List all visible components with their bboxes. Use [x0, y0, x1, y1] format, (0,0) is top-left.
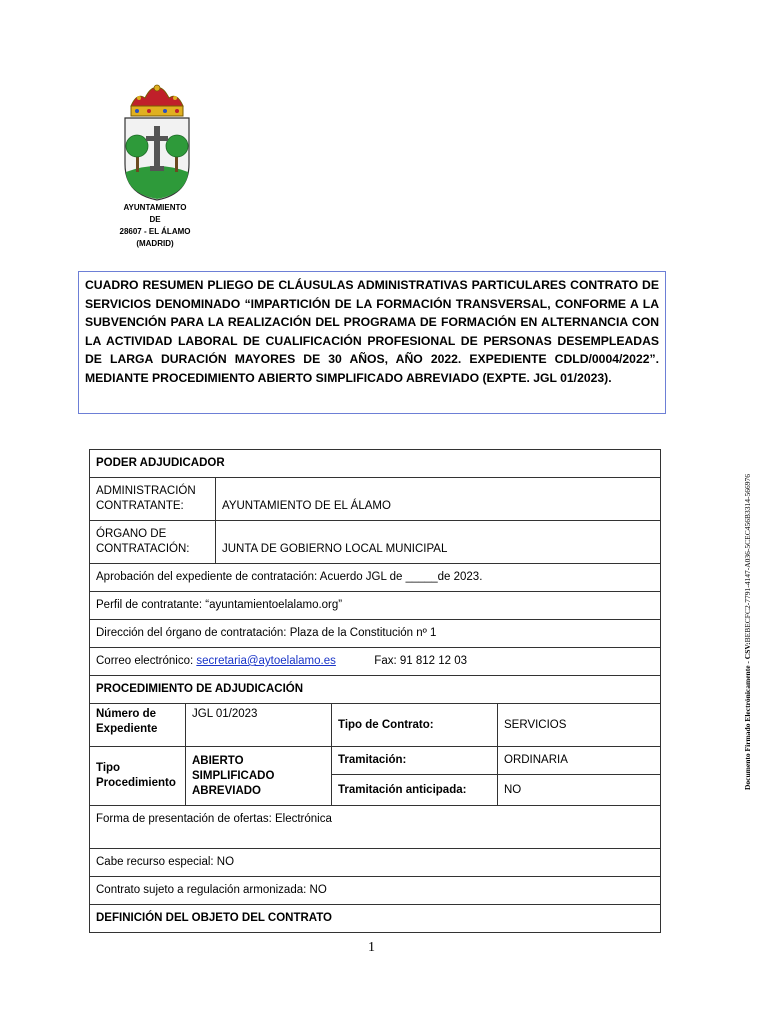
fax-number: Fax: 91 812 12 03 — [374, 655, 468, 667]
numero-expediente-value: JGL 01/2023 — [186, 704, 332, 747]
ayto-line: (MADRID) — [136, 239, 174, 248]
poder-adjudicador-header: PODER ADJUDICADOR — [90, 450, 661, 478]
correo-label: Correo electrónico: — [96, 655, 197, 667]
municipality-address — [100, 202, 210, 250]
tipo-procedimiento-value — [186, 747, 332, 806]
document-title-box — [78, 271, 666, 414]
value-line: ABREVIADO — [192, 784, 262, 797]
signature-label: Documento Firmado Electrónicamente - CSV: — [743, 642, 752, 790]
table-row — [90, 676, 661, 704]
document-title: CUADRO RESUMEN PLIEGO DE CLÁUSULAS ADMINISTRATIVAS PARTICULARES CONTRATO DE SERVICIOS DENOMINADO “IMPARTICIÓN DE LA FORMACIÓN TRANSVERSAL, CONFORME A LA SUBVENCIÓN PARA LA REALIZACIÓN DEL PROGRAMA DE FORMACIÓN EN ALTERNANCIA CON LA ACTIVIDAD LABORAL DE CUALIFICACIÓN PROFESIONAL DE PERSONAS DESEMPLEADAS DE LARGA DURACIÓN MAYORES DE 30 AÑOS, AÑO 2022. EXPEDIENTE CDLD/0004/2022”. MEDIANTE PROCEDIMIENTO ABIERTO SIMPLIFICADO ABREVIADO (EXPTE. JGL 01/2023). — [85, 278, 659, 385]
table-row — [90, 478, 661, 521]
label-line: ADMINISTRACIÓN — [96, 485, 196, 497]
table-row — [90, 648, 661, 676]
tipo-contrato-value: SERVICIOS — [498, 704, 661, 747]
ayto-line: AYUNTAMIENTO — [123, 203, 187, 212]
organo-contratacion-label — [90, 521, 216, 564]
table-row — [90, 450, 661, 478]
label-line: CONTRATANTE: — [96, 500, 184, 512]
signature-code: BEBECFC2-7791-4147-A036-5CEC456B3314-566976 — [743, 474, 752, 643]
email-link[interactable]: secretaria@aytoelalamo.es — [196, 655, 336, 667]
admin-contratante-value: AYUNTAMIENTO DE EL ÁLAMO — [216, 478, 661, 521]
label-line: Número de — [96, 708, 157, 720]
value-line: ABIERTO — [192, 754, 244, 767]
summary-table — [89, 449, 661, 933]
table-row — [90, 877, 661, 905]
table-row — [90, 564, 661, 592]
definicion-objeto-header: DEFINICIÓN DEL OBJETO DEL CONTRATO — [90, 905, 661, 933]
numero-expediente-label — [90, 704, 186, 747]
forma-presentacion: Forma de presentación de ofertas: Electrónica — [90, 806, 661, 849]
page-number: 1 — [368, 940, 375, 955]
table-row — [90, 905, 661, 933]
tramitacion-value: ORDINARIA — [498, 747, 661, 775]
tramitacion-label: Tramitación: — [332, 747, 498, 775]
table-row — [90, 747, 661, 775]
label-line: Procedimiento — [96, 777, 176, 789]
label-line: CONTRATACIÓN: — [96, 543, 190, 555]
table-row — [90, 592, 661, 620]
perfil-contratante: Perfil de contratante: “ayuntamientoelalamo.org” — [90, 592, 661, 620]
contact-row — [90, 648, 661, 676]
label-line: Expediente — [96, 723, 158, 735]
tipo-contrato-label: Tipo de Contrato: — [332, 704, 498, 747]
electronic-signature-stamp — [743, 430, 757, 790]
table-row — [90, 806, 661, 849]
tipo-procedimiento-label — [90, 747, 186, 806]
table-row — [90, 849, 661, 877]
direccion-organo: Dirección del órgano de contratación: Plaza de la Constitución nº 1 — [90, 620, 661, 648]
tramitacion-anticipada-label: Tramitación anticipada: — [332, 775, 498, 806]
value-line: SIMPLIFICADO — [192, 769, 275, 782]
procedimiento-header: PROCEDIMIENTO DE ADJUDICACIÓN — [90, 676, 661, 704]
table-row — [90, 620, 661, 648]
regulacion-armonizada: Contrato sujeto a regulación armonizada: NO — [90, 877, 661, 905]
table-row — [90, 704, 661, 747]
label-line: Tipo — [96, 762, 121, 774]
ayto-line: DE — [149, 215, 161, 224]
table-row — [90, 521, 661, 564]
admin-contratante-label — [90, 478, 216, 521]
coat-of-arms-logo — [117, 84, 197, 204]
cabe-recurso: Cabe recurso especial: NO — [90, 849, 661, 877]
tramitacion-anticipada-value: NO — [498, 775, 661, 806]
ayto-line: 28607 - EL ÁLAMO — [119, 227, 191, 236]
organo-contratacion-value: JUNTA DE GOBIERNO LOCAL MUNICIPAL — [216, 521, 661, 564]
label-line: ÓRGANO DE — [96, 528, 167, 540]
aprobacion-expediente: Aprobación del expediente de contratación: Acuerdo JGL de _____de 2023. — [90, 564, 661, 592]
